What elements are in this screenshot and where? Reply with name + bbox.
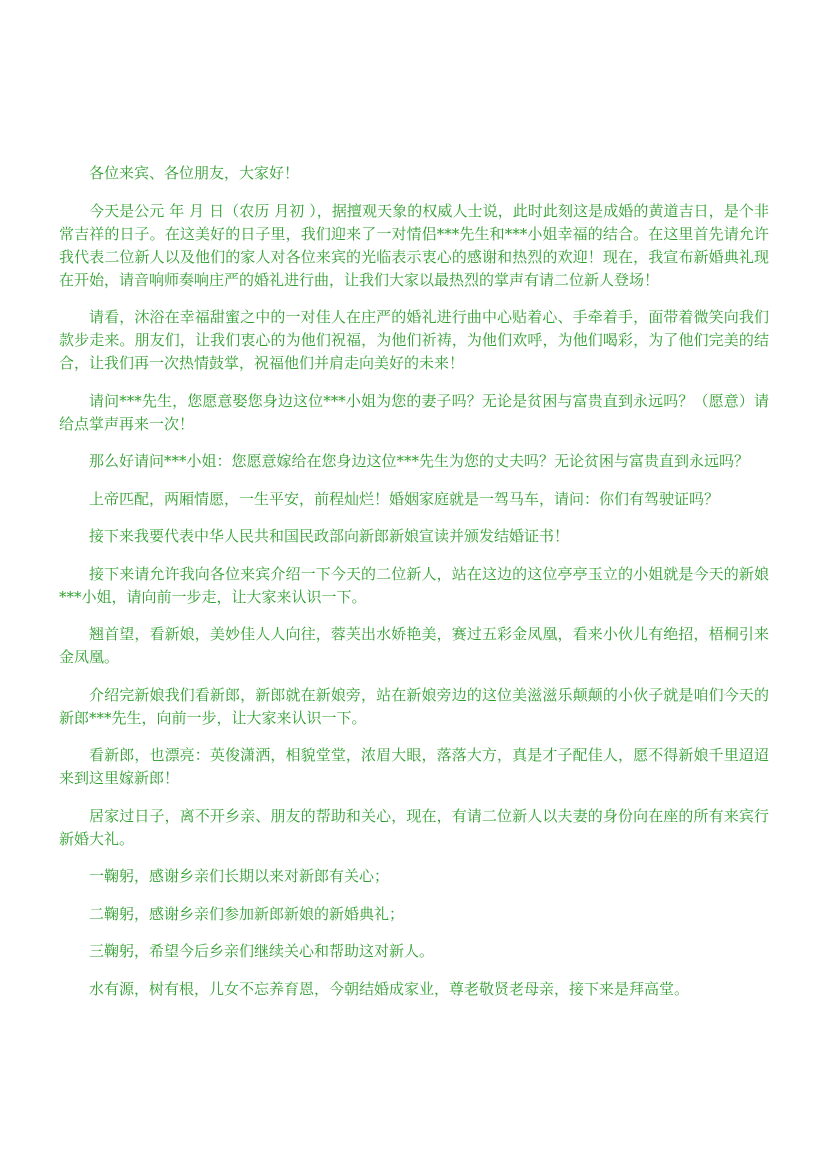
document-body <box>59 162 769 1015</box>
paragraph-opening: 今天是公元 年 月 日（农历 月初 ），据擅观天象的权威人士说，此时此刻这是成婚的黄道吉日，是个非常吉祥的日子。在这美好的日子里，我们迎来了一对情侣***先生和***小姐幸福的结合。在这里首先请允许我代表二位新人以及他们的家人对各位来宾的光临表示衷心的感谢和热烈的欢迎！现在，我宣布新婚典礼现在开始，请音响师奏响庄严的婚礼进行曲，让我们大家以最热烈的掌声有请二位新人登场！ <box>59 201 769 289</box>
paragraph-bow-intro: 居家过日子，离不开乡亲、朋友的帮助和关心，现在，有请二位新人以夫妻的身份向在座的所有来宾行新婚大礼。 <box>59 806 769 848</box>
paragraph-bride-verse: 翘首望，看新娘，美妙佳人人向往，蓉芙出水娇艳美，赛过五彩金凤凰，看来小伙儿有绝招，梧桐引来金凤凰。 <box>59 625 769 666</box>
paragraph-groom-verse: 看新郎，也漂亮：英俊潇洒，相貌堂堂，浓眉大眼，落落大方，真是才子配佳人，愿不得新娘千里迢迢来到这里嫁新郎！ <box>59 746 769 787</box>
paragraph-blessing: 上帝匹配，两厢情愿，一生平安，前程灿烂！婚姻家庭就是一驾马车，请问：你们有驾驶证吗？ <box>89 489 720 508</box>
paragraph-groom-vow: 请问***先生，您愿意娶您身边这位***小姐为您的妻子吗？无论是贫困与富贵直到永远吗？（愿意）请给点掌声再来一次！ <box>59 391 769 433</box>
paragraph-second-bow: 二鞠躬，感谢乡亲们参加新郎新娘的新婚典礼； <box>89 904 405 923</box>
paragraph-entrance: 请看，沐浴在幸福甜蜜之中的一对佳人在庄严的婚礼进行曲中心贴着心、手牵着手，面带着微笑向我们款步走来。朋友们，让我们衷心的为他们祝福，为他们祈祷，为他们欢呼，为他们喝彩，为了他们完美的结合，让我们再一次热情鼓掌，祝福他们并肩走向美好的未来！ <box>59 308 769 372</box>
paragraph-introduce-bride: 接下来请允许我向各位来宾介绍一下今天的二位新人，站在这边的这位亭亭玉立的小姐就是今天的新娘***小姐，请向前一步走，让大家来认识一下。 <box>59 564 769 606</box>
paragraph-greeting: 各位来宾、各位朋友，大家好！ <box>89 164 300 182</box>
paragraph-parents: 水有源，树有根，儿女不忘养育恩，今朝结婚成家业，尊老敬贤老母亲，接下来是拜高堂。 <box>89 979 690 998</box>
paragraph-first-bow: 一鞠躬，感谢乡亲们长期以来对新郎有关心； <box>89 867 390 885</box>
paragraph-introduce-groom: 介绍完新娘我们看新郎，新郎就在新娘旁，站在新娘旁边的这位美滋滋乐颠颠的小伙子就是咱们今天的新郎***先生，向前一步，让大家来认识一下。 <box>59 685 769 727</box>
paragraph-certificate: 接下来我要代表中华人民共和国民政部向新郎新娘宣读并颁发结婚证书！ <box>89 527 570 545</box>
paragraph-bride-vow: 那么好请问***小姐：您愿意嫁给在您身边这位***先生为您的丈夫吗？无论贫困与富贵直到永远吗？ <box>89 452 750 470</box>
paragraph-third-bow: 三鞠躬，希望今后乡亲们继续关心和帮助这对新人。 <box>89 942 435 960</box>
